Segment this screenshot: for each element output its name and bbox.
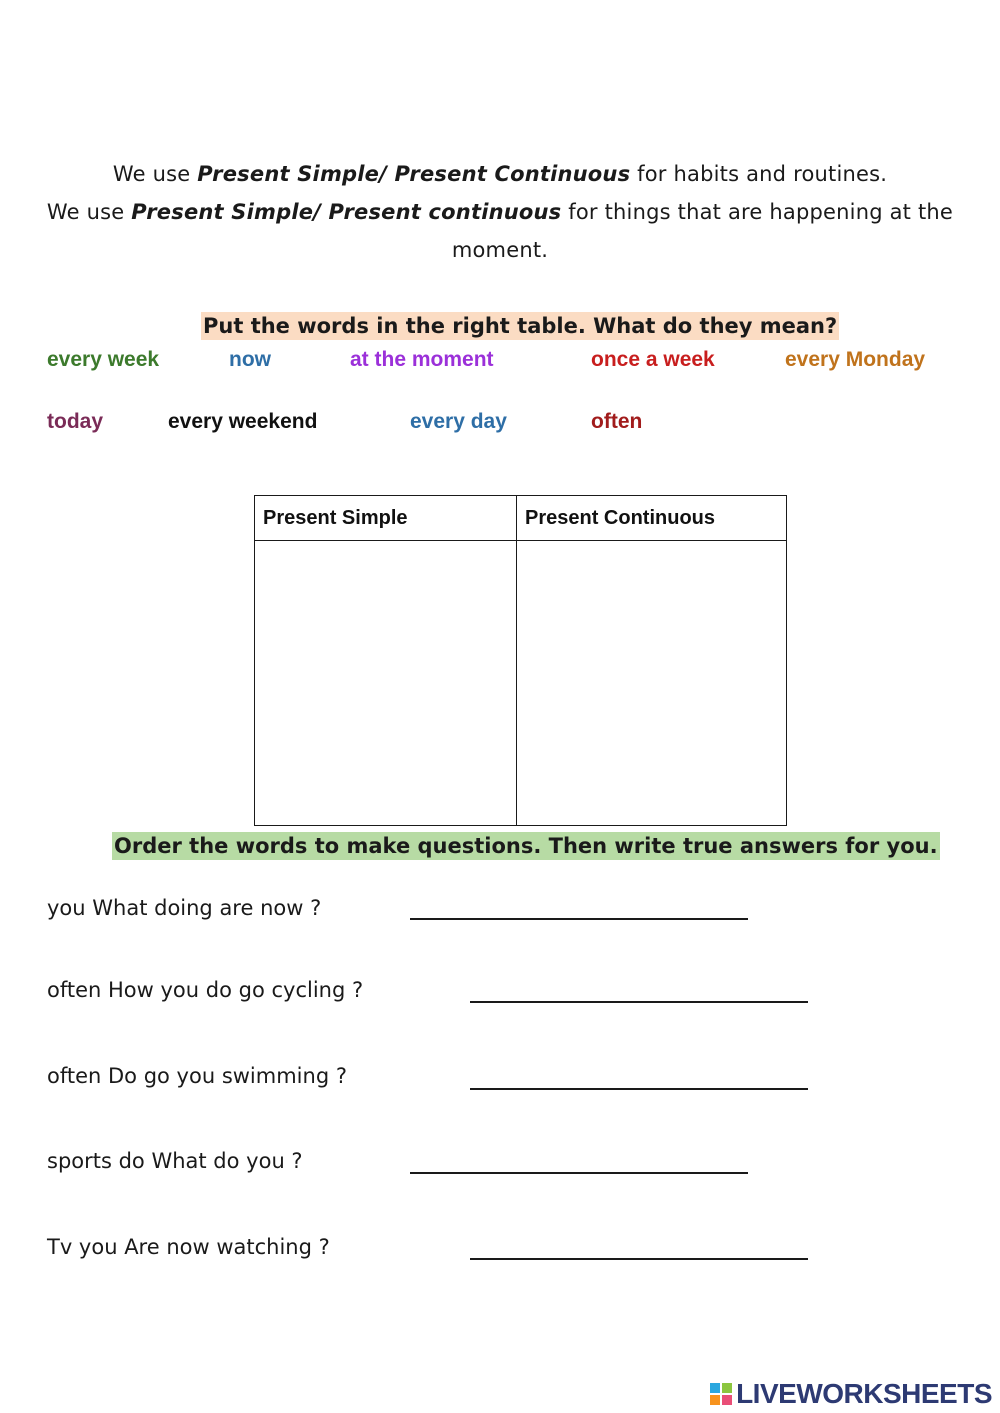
instruction-order: Order the words to make questions. Then write true answers for you. [114, 834, 938, 858]
answer-line-5[interactable] [470, 1258, 808, 1260]
instruction-sort: Put the words in the right table. What do they mean? [203, 314, 838, 338]
drop-zone-present-simple[interactable] [255, 541, 517, 826]
logo-square-3 [710, 1395, 720, 1405]
question-4: sports do What do you ? [47, 1149, 303, 1173]
logo-grid-icon [710, 1383, 732, 1405]
question-5: Tv you Are now watching ? [47, 1235, 330, 1259]
word-every-weekend[interactable]: every weekend [168, 410, 318, 433]
logo-square-4 [722, 1395, 732, 1405]
answer-line-2[interactable] [470, 1001, 808, 1003]
answer-line-3[interactable] [470, 1088, 808, 1090]
question-3: often Do go you swimming ? [47, 1064, 347, 1088]
word-today[interactable]: today [47, 410, 104, 433]
word-often[interactable]: often [591, 410, 643, 433]
intro-2-post: for things that are happening at the [561, 200, 954, 224]
question-1: you What doing are now ? [47, 896, 322, 920]
liveworksheets-logo [710, 1378, 992, 1410]
answer-line-4[interactable] [410, 1172, 748, 1174]
logo-text: LIVEWORKSHEETS [736, 1378, 992, 1409]
intro-1-post: for habits and routines. [630, 162, 888, 186]
word-every-monday[interactable]: every Monday [785, 348, 926, 371]
intro-line-1 [40, 162, 960, 186]
header-present-continuous: Present Continuous [517, 496, 787, 541]
sorting-table [254, 495, 787, 826]
question-2: often How you do go cycling ? [47, 978, 364, 1002]
intro-line-3: moment. [451, 238, 549, 262]
intro-2-bold: Present Simple/ Present continuous [131, 200, 562, 224]
intro-2-pre: We use [46, 200, 132, 224]
word-at-the-moment[interactable]: at the moment [350, 348, 494, 371]
logo-square-2 [722, 1383, 732, 1393]
drop-zone-present-continuous[interactable] [517, 541, 787, 826]
word-once-a-week[interactable]: once a week [591, 348, 715, 371]
logo-square-1 [710, 1383, 720, 1393]
header-present-simple: Present Simple [255, 496, 517, 541]
answer-line-1[interactable] [410, 918, 748, 920]
word-every-week[interactable]: every week [47, 348, 160, 371]
intro-line-2 [40, 200, 960, 224]
table-body-row [255, 541, 787, 826]
word-now[interactable]: now [229, 348, 271, 371]
intro-1-pre: We use [112, 162, 198, 186]
table-header-row [255, 496, 787, 541]
intro-1-bold: Present Simple/ Present Continuous [197, 162, 631, 186]
word-every-day[interactable]: every day [410, 410, 507, 433]
